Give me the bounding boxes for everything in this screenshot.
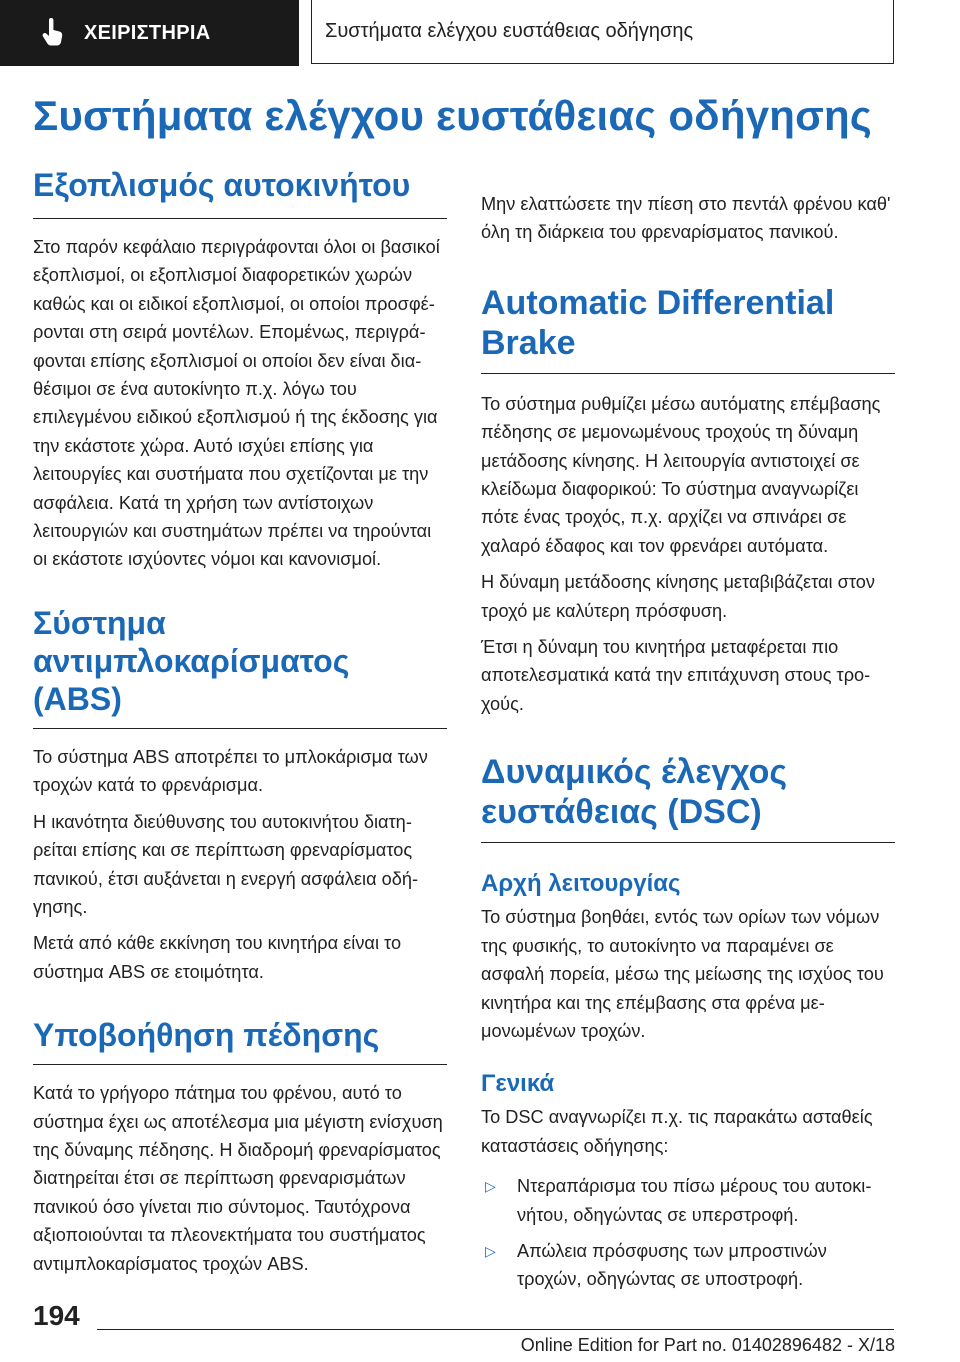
right-column <box>481 190 895 1302</box>
section-tab-label: ΧΕΙΡΙΣΤΗΡΙΑ <box>84 21 211 44</box>
hand-pointer-icon <box>40 18 66 48</box>
paragraph-adb-1: Το σύστημα ρυθμίζει μέσω αυτόματης επέμβασης πέδησης σε μεμονωμένους τροχούς τη δύναμη μετάδοσης κίνησης. Η λειτουργία αντιστοιχεί σε κλείδωμα διαφορικού: Το σύστημα αναγνωρίζει πότε ένας τροχός, π.χ. αρχίζει να σπινάρει σε χαλαρό έδαφος και τον φρενάρει αυτόματα. <box>481 393 881 556</box>
footer-edition: Online Edition for Part no. 01402896482 - X/18 <box>520 1335 895 1355</box>
heading-dsc: Δυναμικός έλεγχος ευστάθειας (DSC) <box>481 752 895 843</box>
paragraph-brake-assist: Κατά το γρήγορο πάτημα του φρένου, αυτό το σύστημα έχει ως αποτέλεσμα μια μέγιστη ενίσχυση της δύναμης πέδησης. Η διαδρομή φρεναρίσματος διατηρείται έτσι σε περίπτωση φρεναρισμάτων πανικού όσο γίνεται πιο σύντομος. Ταυτόχρονα αξιοποιούνται τα πλεονεκτήματα του συστήματος αντιμπλοκαρίσματος τροχών ABS. <box>33 1083 443 1274</box>
paragraph-abs-2: Η ικανότητα διεύθυνσης του αυτοκινήτου διατηρείται επίσης και σε περίπτωση φρεναρίσματος πανικού, έτσι αυξάνεται η ενεργή ασφάλεια οδήγησης. <box>33 811 419 917</box>
heading-principle: Αρχή λειτουργίας <box>481 870 681 898</box>
heading-adb: Automatic Differential Brake <box>481 283 895 374</box>
left-column <box>33 166 447 1286</box>
list-item-text: Απώλεια πρόσφυσης των μπροστινών τροχών, οδηγώντας σε υποστροφή. <box>517 1240 827 1290</box>
paragraph-abs-1: Το σύστημα ABS αποτρέπει το μπλοκάρισμα των τροχών κατά το φρενάρισμα. <box>33 746 428 796</box>
page-number: 194 <box>33 1300 80 1331</box>
footer-divider <box>97 1329 894 1330</box>
paragraph-principle: Το σύστημα βοηθάει, εντός των ορίων των νόμων της φυσικής, το αυτοκίνητο να παραμένει σε ασφαλή πορεία, μέσω της μείωσης της ισχύος του κινητήρα και της επέμβασης στα φρένα μεμονωμένων τροχών. <box>481 907 884 1041</box>
page-title: Συστήματα ελέγχου ευστάθειας οδήγησης <box>33 92 872 139</box>
section-tab <box>0 0 299 66</box>
list-item <box>481 1172 895 1229</box>
triangle-bullet-icon: ▷ <box>485 1242 496 1259</box>
chapter-header <box>311 0 894 64</box>
heading-abs: Σύστημα αντιμπλοκαρίσματος (ABS) <box>33 604 447 729</box>
list-item-text: Ντεραπάρισμα του πίσω μέρους του αυτοκινήτου, οδηγώντας σε υπερστροφή. <box>517 1176 872 1225</box>
paragraph-panic-braking: Μην ελαττώσετε την πίεση στο πεντάλ φρένου καθ' όλη τη διάρκεια του φρεναρίσματος πανικού. <box>481 194 891 243</box>
paragraph-adb-3: Έτσι η δύναμη του κινητήρα μεταφέρεται πιο αποτελεσματικά κατά την επιτάχυνση στους τροχούς. <box>481 637 871 714</box>
paragraph-general: Το DSC αναγνωρίζει π.χ. τις παρακάτω ασταθείς καταστάσεις οδήγησης: <box>481 1107 873 1156</box>
heading-equipment: Εξοπλισμός αυτοκινήτου <box>33 166 447 219</box>
heading-general: Γενικά <box>481 1070 555 1098</box>
paragraph-equipment: Στο παρόν κεφάλαιο περιγράφονται όλοι οι βασικοί εξοπλισμοί, οι εξοπλισμοί διαφορετικών χωρών καθώς και οι ειδικοί εξοπλισμοί, οι οποίοι προσφέρονται στη σειρά μοντέλων. Επομένως, περιγράφονται επίσης εξοπλισμοί οι οποίοι δεν είναι διαθέσιμοι σε ένα αυτοκίνητο π.χ. λόγω του επιλεγμένου ειδικού εξοπλισμού ή της έκδοσης για την εκάστοτε χώρα. Αυτό ισχύει επίσης για λειτουργίες και συστήματα που σχετίζονται με την ασφάλεια. Κατά τη χρήση των αντίστοιχων λειτουργιών και συστημάτων πρέπει να τηρούνται οι εκάστοτε ισχύοντες νόμοι και κανονισμοί. <box>33 237 440 570</box>
paragraph-abs-3: Μετά από κάθε εκκίνηση του κινητήρα είναι το σύστημα ABS σε ετοιμότητα. <box>33 933 402 982</box>
paragraph-adb-2: Η δύναμη μετάδοσης κίνησης μεταβιβάζεται στον τροχό με καλύτερη πρόσφυση. <box>481 572 875 621</box>
heading-brake-assist: Υποβοήθηση πέδησης <box>33 1016 447 1065</box>
chapter-header-label: Συστήματα ελέγχου ευστάθειας οδήγησης <box>325 20 694 42</box>
list-item <box>481 1237 895 1294</box>
triangle-bullet-icon: ▷ <box>485 1178 496 1195</box>
